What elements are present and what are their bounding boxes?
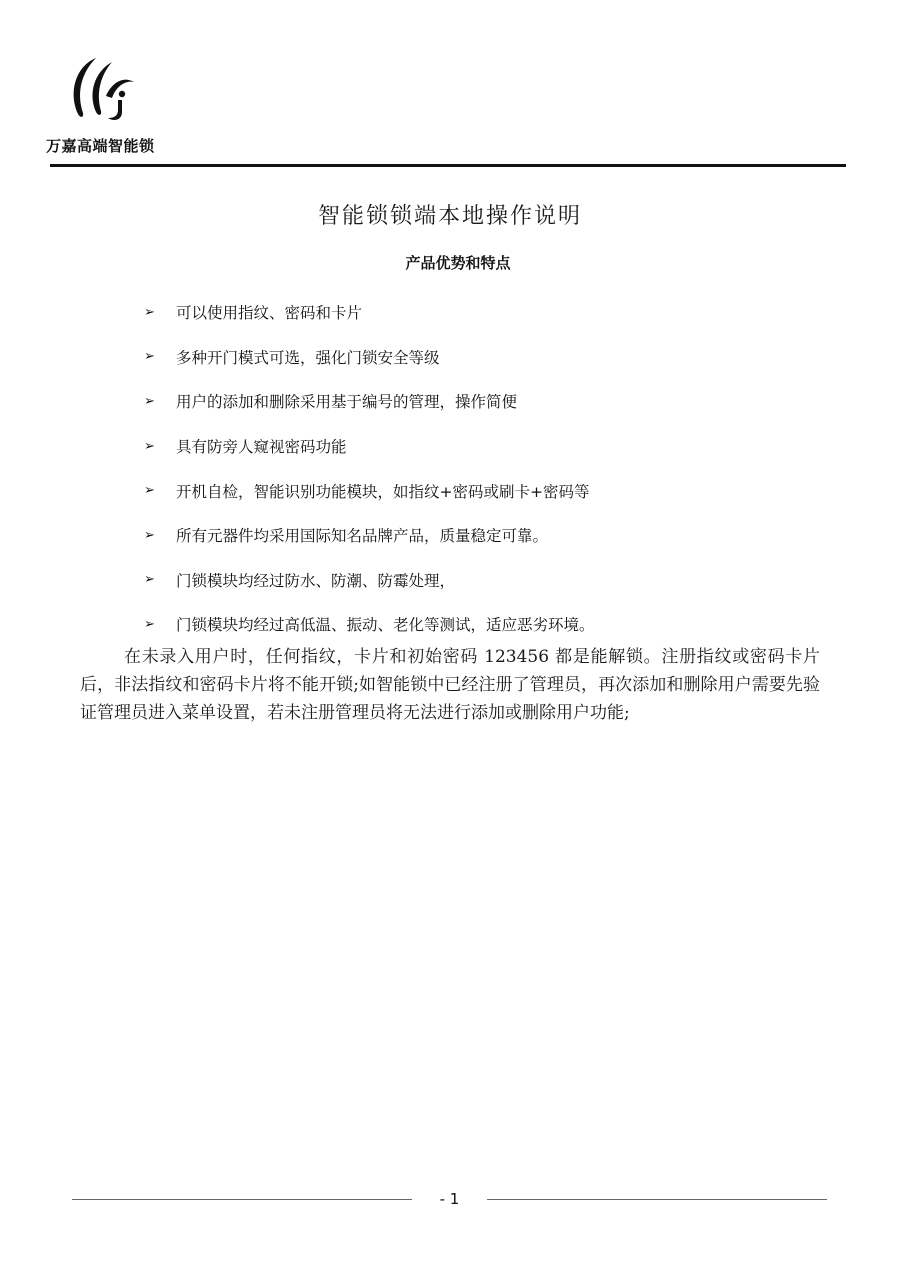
feature-text: 开机自检，智能识别功能模块，如指纹+密码或刷卡+密码等 <box>176 482 590 501</box>
feature-text: 具有防旁人窥视密码功能 <box>176 438 347 457</box>
feature-text: 门锁模块均经过高低温、振动、老化等测试，适应恶劣环境。 <box>176 616 595 635</box>
list-item <box>144 513 595 558</box>
section-subtitle: 产品优势和特点 <box>405 254 511 272</box>
document-title: 智能锁锁端本地操作说明 <box>317 204 582 229</box>
list-item <box>144 468 595 513</box>
feature-text: 可以使用指纹、密码和卡片 <box>176 304 363 323</box>
arrow-bullet-icon: ➢ <box>144 304 155 320</box>
arrow-bullet-icon: ➢ <box>144 483 155 499</box>
page-number: - 1 <box>439 1190 460 1208</box>
arrow-bullet-icon: ➢ <box>144 349 155 365</box>
body-paragraph: 在未录入用户时，任何指纹，卡片和初始密码 123456 都是能解锁。注册指纹或密码卡片后，非法指纹和密码卡片将不能开锁;如智能锁中已经注册了管理员，再次添加和删除用户需要先验证管理员进入菜单设置，若未注册管理员将无法进行添加或删除用户功能; <box>80 647 820 723</box>
arrow-bullet-icon: ➢ <box>144 438 155 454</box>
arrow-bullet-icon: ➢ <box>144 527 155 543</box>
feature-text: 多种开门模式可选，强化门锁安全等级 <box>176 348 440 367</box>
list-item <box>144 335 595 380</box>
footer-divider-right <box>487 1199 827 1200</box>
header-divider <box>50 164 846 167</box>
list-item <box>144 290 595 335</box>
arrow-bullet-icon: ➢ <box>144 393 155 409</box>
feature-text: 用户的添加和删除采用基于编号的管理，操作简便 <box>176 393 518 412</box>
feature-list <box>144 290 595 647</box>
list-item <box>144 379 595 424</box>
footer-divider-left <box>72 1199 412 1200</box>
list-item <box>144 602 595 647</box>
list-item <box>144 424 595 469</box>
feature-text: 所有元器件均采用国际知名品牌产品，质量稳定可靠。 <box>176 527 549 546</box>
brand-logo-icon <box>62 52 142 124</box>
list-item <box>144 558 595 603</box>
feature-text: 门锁模块均经过防水、防潮、防霉处理， <box>176 571 456 590</box>
arrow-bullet-icon: ➢ <box>144 616 155 632</box>
arrow-bullet-icon: ➢ <box>144 572 155 588</box>
brand-name: 万嘉高端智能锁 <box>46 137 155 155</box>
